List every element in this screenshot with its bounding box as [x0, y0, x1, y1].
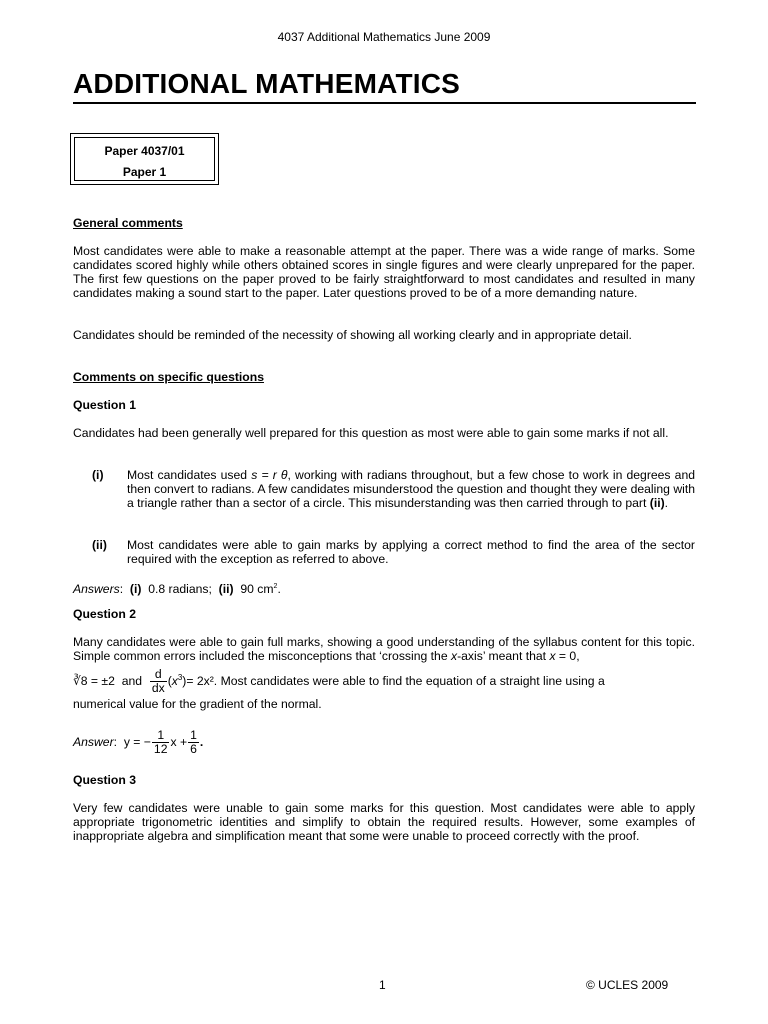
question-2-formula-line: ∛8 = ±2 and $\frac{d}{dx}$ $(x^3)= 2x^2$. Most candidates were able to find the equation of a straight line using a [73, 667, 605, 696]
specific-comments-heading: Comments on specific questions [73, 370, 264, 384]
q2-d-num: d [150, 668, 167, 682]
q1-part-ii-label: (ii) [92, 538, 107, 552]
question-2-heading: Question 2 [73, 607, 136, 621]
page-title: ADDITIONAL MATHEMATICS [73, 68, 461, 99]
q1-part-i-text [127, 468, 695, 510]
general-comments-heading: General comments [73, 216, 183, 230]
q2-text-a: Many candidates were able to gain full marks, showing a good understanding of the syllabus content for this topic. Simple common errors included the misconceptions that ‘crossing the [73, 635, 695, 663]
q2-deriv-rhs: = 2x² [186, 674, 214, 689]
title-rule [73, 102, 696, 104]
q2-f2-den: 6 [190, 742, 197, 757]
general-comments-paragraph-1: Most candidates were able to make a reasonable attempt at the paper. There was a wide range of marks. Some candidates scored highly while others obtained scores in single figures and were clearly unprepared for the paper. The first few questions on the paper proved to be fairly straightforward to most candidates and resulted in many candidates making a sound start to the paper. Later questions proved to be of a more demanding nature. [73, 244, 695, 300]
q2-text-d: . Most candidates were able to find the equation of a straight line using a [213, 674, 605, 689]
q1-i-end: . [664, 496, 669, 510]
paper-box-inner [74, 137, 215, 181]
question-2-text-end: numerical value for the gradient of the normal. [73, 697, 322, 711]
q1-i-formula: s = r θ [251, 468, 288, 482]
q2-x-axis: x [451, 649, 458, 663]
q2-frac-1 [152, 729, 170, 756]
q2-f1-den: 12 [153, 742, 168, 757]
q2-frac-2 [188, 729, 199, 756]
q1-answers: Answers: (i) 0.8 radians; (ii) 90 $cm^2$. [73, 582, 281, 597]
q2-and: and [121, 674, 143, 689]
paper-number: Paper 1 [122, 165, 167, 179]
q2-derivative-fraction [150, 668, 167, 695]
q2-d-den: dx [151, 681, 165, 696]
q2-ans-x: x + [170, 735, 188, 749]
q1-part-i-label: (i) [92, 468, 104, 482]
question-2-text [73, 635, 695, 663]
q2-f1-num: 1 [152, 729, 170, 743]
q2-text-b: -axis’ meant that [457, 649, 550, 663]
q1-ans-ii-sup: 2 [273, 583, 278, 590]
q1-i-ref: (ii) [649, 496, 665, 510]
q1-ans-ii-label: (ii) [218, 582, 234, 597]
q1-ans-i: 0.8 radians; [148, 582, 212, 597]
paper-box [70, 133, 219, 185]
q2-f2-num: 1 [190, 728, 197, 743]
q1-i-pre: Most candidates used [127, 468, 252, 482]
q1-part-ii-text: Most candidates were able to gain marks by applying a correct method to find the area of the sector required with the exception as referred to above. [127, 538, 695, 566]
q1-answers-label: Answers [73, 582, 120, 597]
q2-ans-end: . [199, 735, 204, 749]
q2-x-eq: x [549, 649, 556, 663]
copyright: © UCLES 2009 [586, 978, 669, 992]
q2-ans-y: y = − [123, 735, 151, 749]
q1-ans-ii: 90 cm [240, 582, 274, 597]
question-3-text: Very few candidates were unable to gain some marks for this question. Most candidates were able to apply appropriate trigonometric identities and simplify to obtain the required results. However, some examples of inappropriate algebra and simplification meant that some were unable to proceed correctly with the proof. [73, 801, 695, 843]
q2-answer: Answer: y = − $\frac{1}{12}$ x + $\frac{1}{6}$ . [73, 728, 204, 757]
running-header: 4037 Additional Mathematics June 2009 [277, 30, 491, 44]
q1-ans-i-label: (i) [129, 582, 142, 597]
q1-ans-end: . [277, 582, 281, 597]
q1-i-body: , working with radians throughout, but a few chose to work in degrees and then convert to radians. A few candidates misunderstood the question and thought they were dealing with a triangle rather than a sector of a circle. This misunderstanding was then carried through to part [127, 468, 696, 510]
paper-code: Paper 4037/01 [104, 144, 185, 158]
question-1-heading: Question 1 [73, 398, 136, 412]
question-1-intro: Candidates had been generally well prepared for this question as most were able to gain some marks if not all. [73, 426, 669, 440]
q2-answer-label: Answer [73, 735, 114, 749]
q2-text-c: = 0, [555, 649, 580, 663]
question-3-heading: Question 3 [73, 773, 136, 787]
general-comments-paragraph-2: Candidates should be reminded of the necessity of showing all working clearly and in appropriate detail. [73, 328, 632, 342]
page-number: 1 [379, 978, 386, 992]
q2-cube-root: ∛8 = ±2 [73, 674, 115, 689]
